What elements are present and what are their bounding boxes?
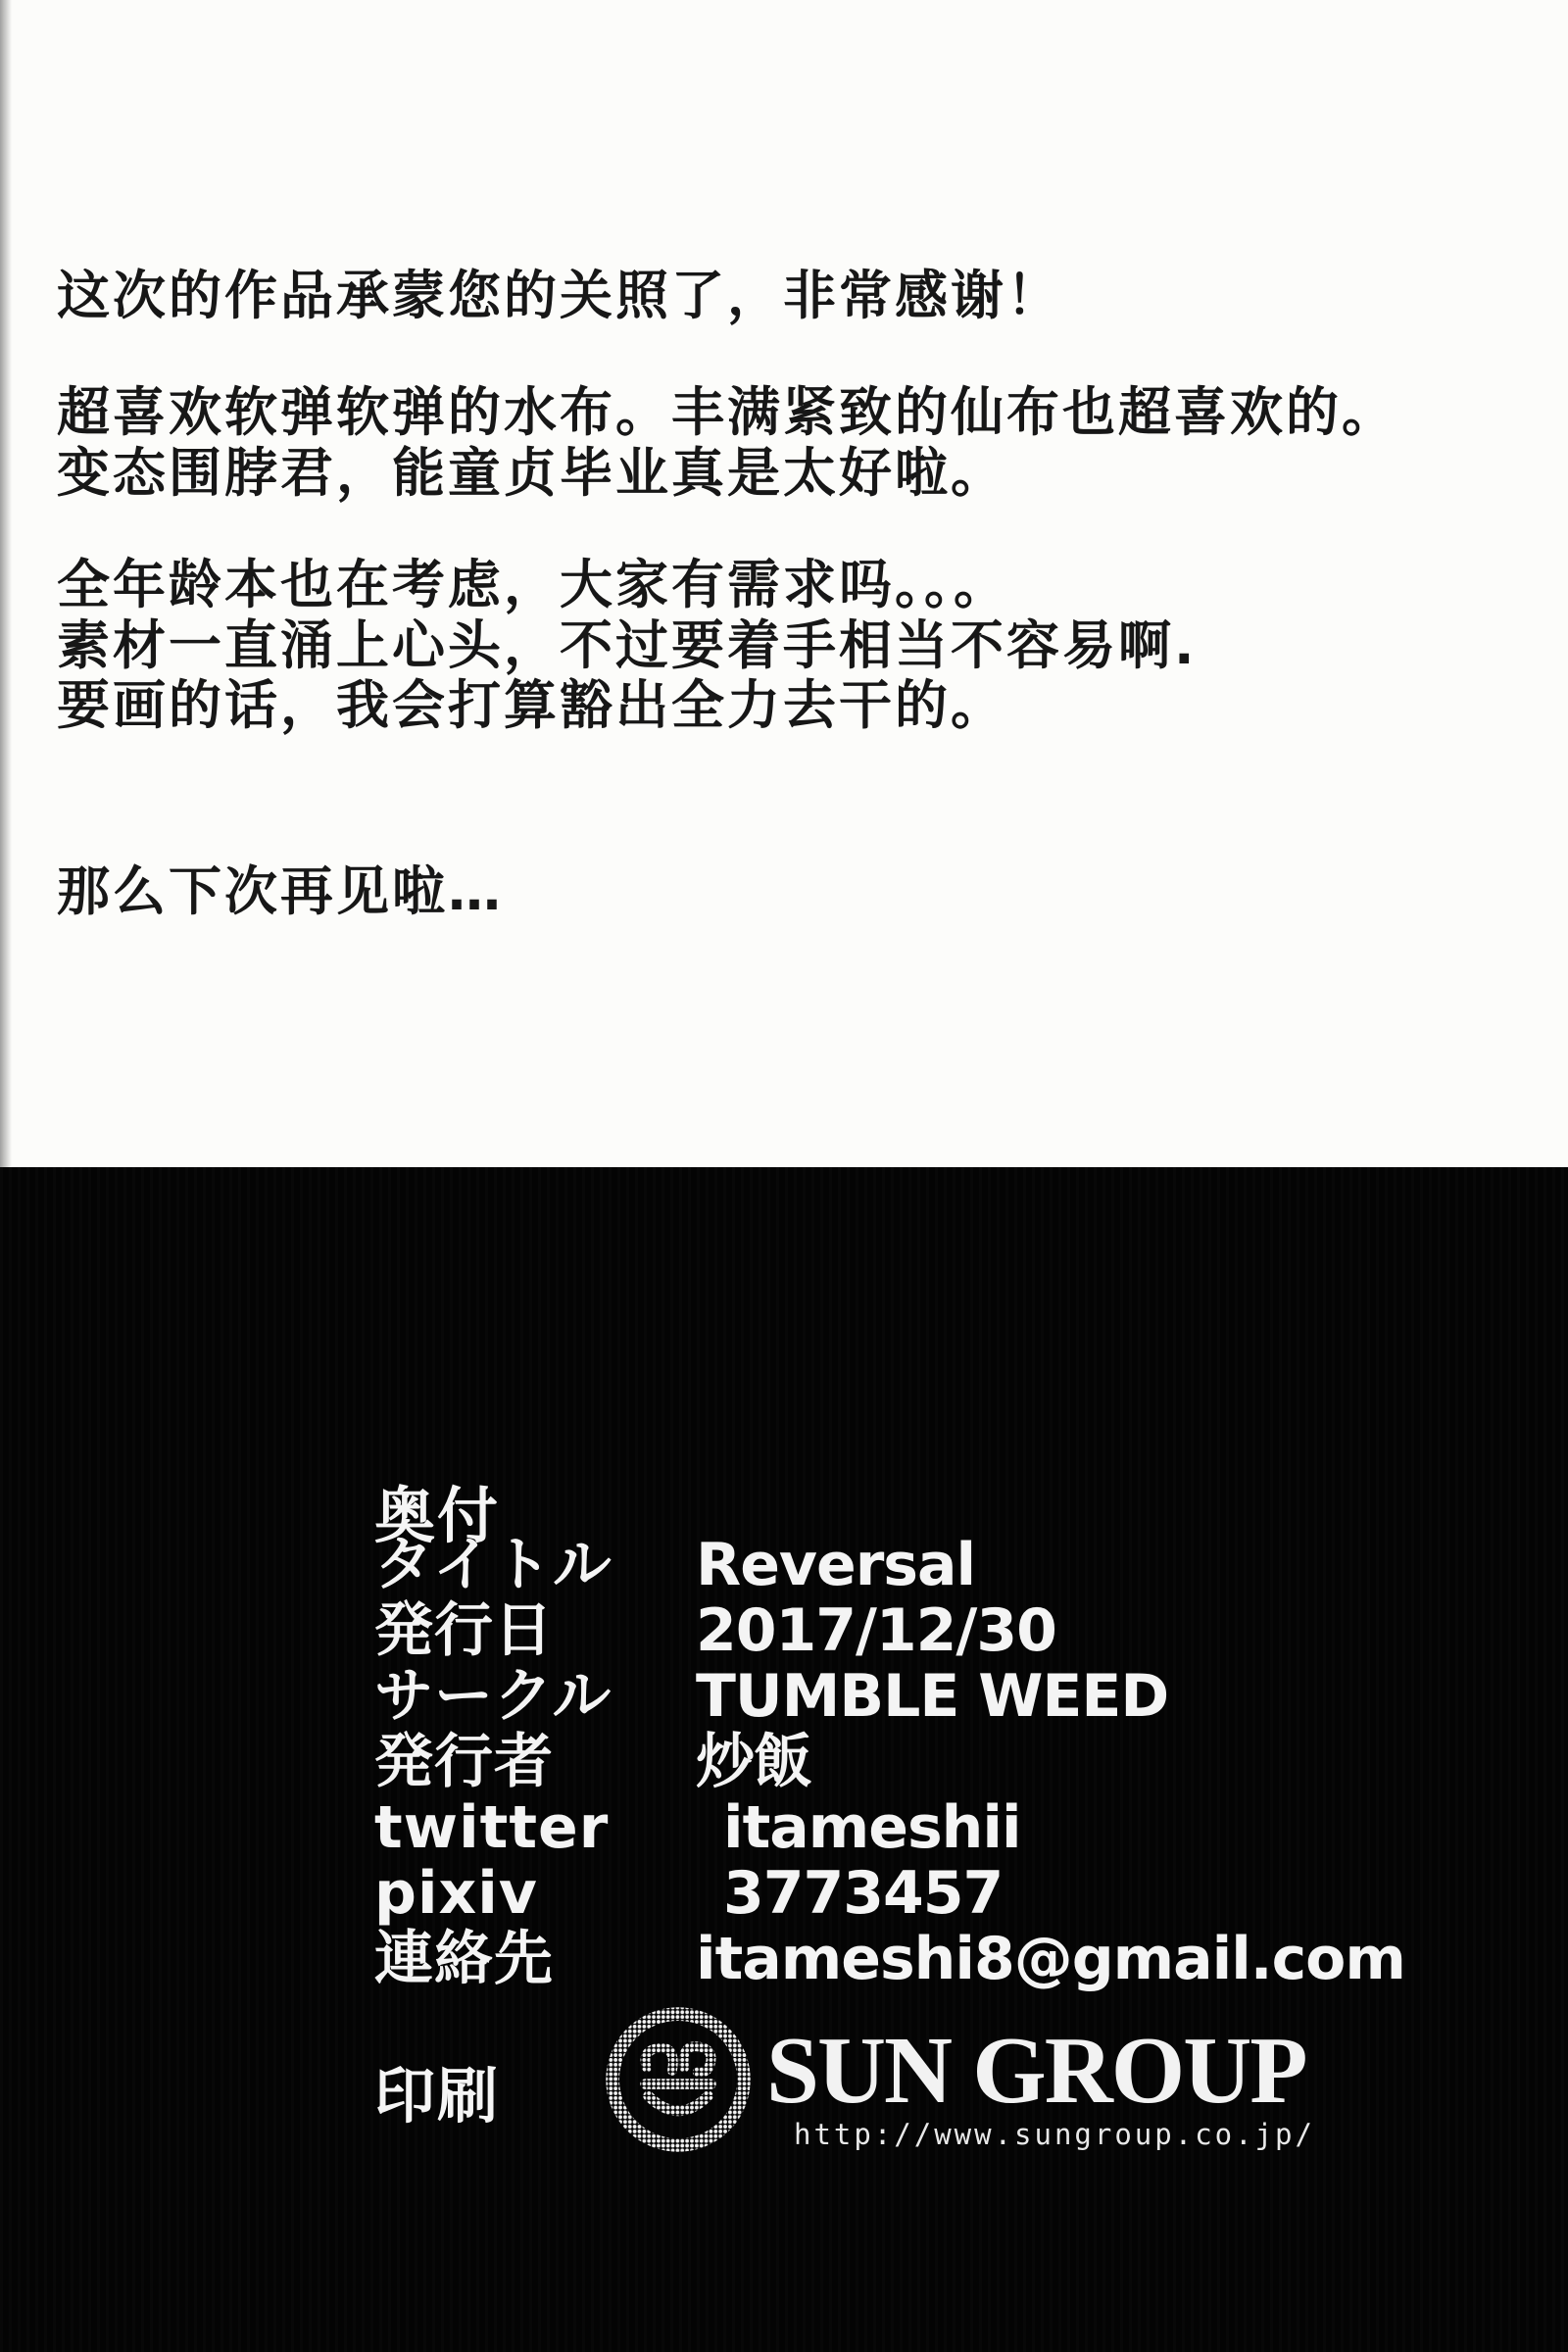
print-label: 印刷 xyxy=(374,2060,501,2132)
colophon-row-label: 連絡先 xyxy=(374,1925,554,1993)
afterword-line: 素材一直涌上心头，不过要着手相当不容易啊. xyxy=(57,614,1198,676)
afterword-line: 这次的作品承蒙您的关照了，非常感谢！ xyxy=(57,265,1062,326)
page-edge-shadow xyxy=(0,0,12,1167)
colophon-row xyxy=(374,1531,1452,1599)
printer-name: SUN GROUP xyxy=(766,2018,1306,2123)
sun-group-logo-icon xyxy=(596,2005,760,2154)
colophon-row xyxy=(374,1925,1452,1993)
afterword-page xyxy=(0,0,1568,1167)
colophon-row-label: 発行者 xyxy=(374,1728,554,1796)
colophon-row xyxy=(374,1662,1452,1731)
colophon-row-value: TUMBLE WEED xyxy=(696,1662,1169,1731)
colophon-row-value: Reversal xyxy=(696,1531,976,1599)
colophon-row-value: 3773457 xyxy=(723,1859,1004,1928)
afterword-line: 全年龄本也在考虑，大家有需求吗。。。 xyxy=(57,554,1009,615)
colophon-row-label: pixiv xyxy=(374,1859,538,1928)
colophon-row-label: タイトル xyxy=(374,1531,612,1599)
colophon-row-label: twitter xyxy=(374,1793,610,1862)
colophon-row-value: 2017/12/30 xyxy=(696,1596,1056,1665)
colophon-row-value: itameshii xyxy=(723,1793,1021,1862)
afterword-line: 超喜欢软弹软弹的水布。丰满紧致的仙布也超喜欢的。 xyxy=(57,381,1397,443)
colophon-row-value: 炒飯 xyxy=(696,1728,811,1796)
colophon-table xyxy=(374,1531,1452,1993)
colophon-heading: 奥付 xyxy=(374,1480,501,1551)
colophon-row xyxy=(374,1793,1452,1862)
colophon-panel xyxy=(0,1167,1568,2352)
colophon-row-label: サークル xyxy=(374,1662,612,1731)
colophon-row-value: itameshi8@gmail.com xyxy=(696,1925,1405,1993)
colophon-row xyxy=(374,1728,1452,1796)
colophon-row xyxy=(374,1859,1452,1928)
colophon-row-label: 発行日 xyxy=(374,1596,554,1665)
colophon-row xyxy=(374,1596,1452,1665)
afterword-line: 变态围脖君，能童贞毕业真是太好啦。 xyxy=(57,442,1006,504)
afterword-line: 要画的话，我会打算豁出全力去干的。 xyxy=(57,674,1006,736)
printer-url: http://www.sungroup.co.jp/ xyxy=(794,2118,1315,2151)
afterword-line: 那么下次再见啦… xyxy=(57,860,504,922)
